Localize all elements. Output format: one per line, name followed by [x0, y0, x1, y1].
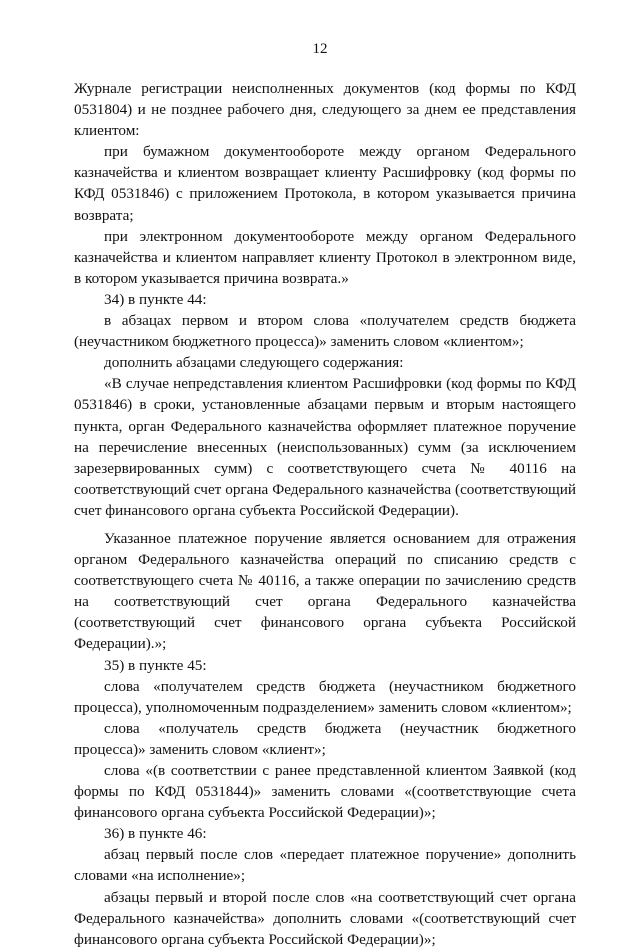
paragraph-item-36-first: абзац первый после слов «передает платежное поручение» дополнить словами «на исполнение»; — [74, 846, 576, 885]
paragraph-paper-return: при бумажном документообороте между органом Федерального казначейства и клиентом возвращает клиенту Расшифровку (код формы по КФД 0531846) с приложением Протокола, в котором указывается причина возврата; — [74, 143, 576, 224]
paragraph-continuation: Журнале регистрации неисполненных документов (код формы по КФД 0531804) и не позднее рабочего дня, следующего за днем ее представления клиентом: — [74, 80, 576, 140]
paragraph-item-35-words-1: слова «получателем средств бюджета (неучастником бюджетного процесса), уполномоченным подразделением» заменить словом «клиентом»; — [74, 677, 576, 716]
paragraph-quote-nonsubmission: «В случае непредставления клиентом Расшифровки (код формы по КФД 0531846) в сроки, установленные абзацами первым и вторым настоящего пункта, орган Федерального казначейства оформляет платежное поручение на перечисление внесенных (неиспользованных) сумм (за исключением зарезервированных сумм) с соответствующего счета № 40116 на соответствующий счет органа Федерального казначейства (соответствующий счет финансового органа субъекта Российской Федерации). — [74, 375, 576, 519]
paragraph-item-35: 35) в пункте 45: — [104, 656, 207, 674]
page-number: 12 — [312, 41, 328, 57]
paragraph-item-36-second: абзацы первый и второй после слов «на соответствующий счет органа Федерального казначейства» дополнить словами «(соответствующий счет финансового органа субъекта Российской Федерации)»; — [74, 888, 576, 948]
paragraph-item-35-words-3: слова «(в соответствии с ранее представленной клиентом Заявкой (код формы по КФД 0531844)» заменить словами «(соответствующие счета финансового органа субъекта Российской Федерации)»; — [74, 762, 576, 822]
paragraph-item-34-replace: в абзацах первом и втором слова «получателем средств бюджета (неучастником бюджетного процесса)» заменить словом «клиентом»; — [74, 312, 576, 351]
paragraph-quote-payment-order: Указанное платежное поручение является основанием для отражения органом Федерального казначейства операций по списанию средств с соответствующего счета № 40116, а также операции по зачислению средств на соответствующий счет органа Федерального казначейства (соответствующий счет финансового органа субъекта Российской Федерации).»; — [74, 529, 576, 653]
paragraph-item-34: 34) в пункте 44: — [104, 290, 207, 308]
paragraph-item-36: 36) в пункте 46: — [104, 825, 207, 843]
paragraph-electronic-return: при электронном документообороте между органом Федерального казначейства и клиентом направляет клиенту Протокол в электронном виде, в котором указывается причина возврата.» — [74, 227, 576, 287]
document-body — [74, 78, 576, 950]
paragraph-item-35-words-2: слова «получатель средств бюджета (неучастник бюджетного процесса)» заменить словом «клиент»; — [74, 719, 576, 758]
paragraph-item-34-add: дополнить абзацами следующего содержания: — [104, 354, 404, 372]
